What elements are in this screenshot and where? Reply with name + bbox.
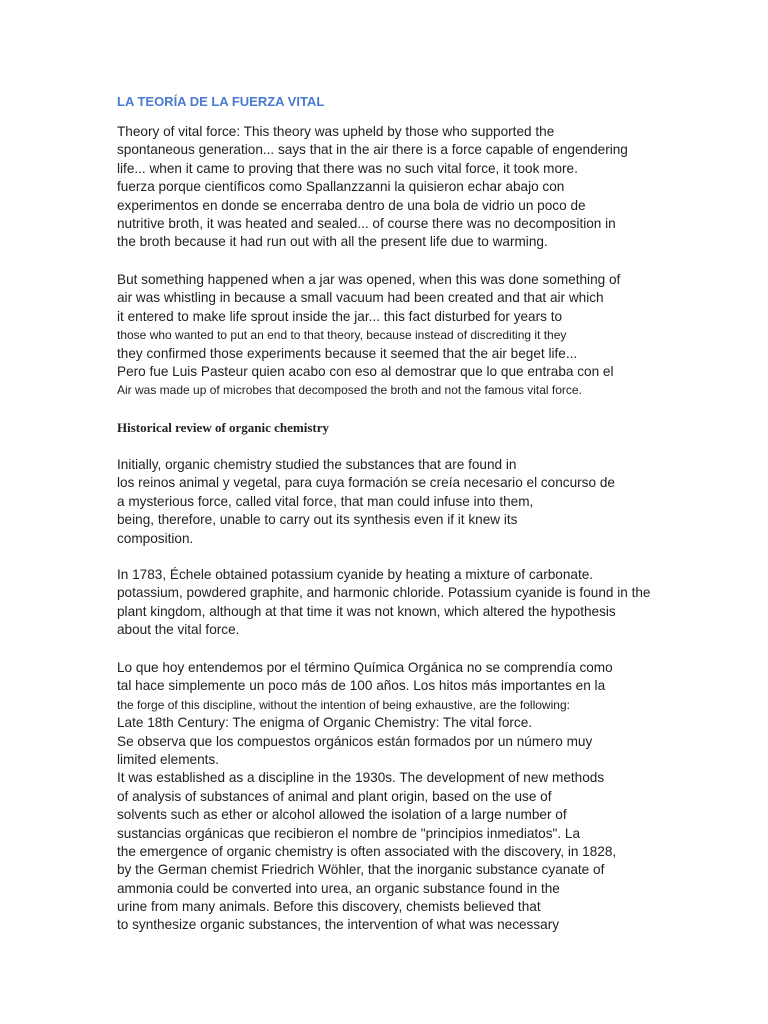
text-line: But something happened when a jar was opened, when this was done something of <box>117 272 621 287</box>
text-line: Lo que hoy entendemos por el término Química Orgánica no se comprendía como <box>117 660 613 675</box>
text-line: the broth because it had run out with all the present life due to warming. <box>117 234 548 250</box>
paragraph-jar-experiment <box>117 271 620 400</box>
text-line: Initially, organic chemistry studied the substances that are found in <box>117 457 517 472</box>
text-line: Pero fue Luis Pasteur quien acabo con eso al demostrar que lo que entraba con el <box>117 363 614 379</box>
text-line: to synthesize organic substances, the intervention of what was necessary <box>117 917 560 933</box>
text-line: los reinos animal y vegetal, para cuya formación se creía necesario el concurso de <box>117 475 615 491</box>
paragraph-organic-chemistry-intro <box>117 456 615 548</box>
text-line: those who wanted to put an end to that theory, because instead of discrediting it they <box>117 328 567 343</box>
text-line: potassium, powdered graphite, and harmonic chloride. Potassium cyanide is found in the <box>117 585 651 601</box>
paragraph-vital-force-theory <box>117 123 628 252</box>
document-title: LA TEORÍA DE LA FUERZA VITAL <box>117 94 325 109</box>
paragraph-potassium-cyanide <box>117 566 650 640</box>
text-line: a mysterious force, called vital force, that man could infuse into them, <box>117 493 534 509</box>
text-line: plant kingdom, although at that time it was not known, which altered the hypothesis <box>117 603 616 619</box>
text-line: It was established as a discipline in the 1930s. The development of new methods <box>117 770 605 786</box>
text-line: fuerza porque científicos como Spallanzzanni la quisieron echar abajo con <box>117 179 565 195</box>
text-line: experimentos en donde se encerraba dentro de una bola de vidrio un poco de <box>117 197 586 213</box>
text-line: Theory of vital force: This theory was upheld by those who supported the <box>117 124 555 139</box>
text-line: Se observa que los compuestos orgánicos están formados por un número muy <box>117 733 593 749</box>
text-line: In 1783, Échele obtained potassium cyanide by heating a mixture of carbonate. <box>117 567 594 582</box>
text-line: of analysis of substances of animal and plant origin, based on the use of <box>117 788 552 804</box>
text-line: tal hace simplemente un poco más de 100 años. Los hitos más importantes en la <box>117 678 606 694</box>
text-line: Air was made up of microbes that decomposed the broth and not the famous vital force. <box>117 383 582 398</box>
text-line: solvents such as ether or alcohol allowed the isolation of a large number of <box>117 807 567 823</box>
text-line: being, therefore, unable to carry out its synthesis even if it knew its <box>117 512 518 528</box>
text-line: by the German chemist Friedrich Wöhler, that the inorganic substance cyanate of <box>117 862 605 878</box>
text-line: about the vital force. <box>117 622 240 638</box>
text-line: the forge of this discipline, without the intention of being exhaustive, are the following: <box>117 697 570 712</box>
text-line: urine from many animals. Before this discovery, chemists believed that <box>117 899 541 915</box>
text-line: Late 18th Century: The enigma of Organic Chemistry: The vital force. <box>117 715 533 731</box>
text-line: composition. <box>117 530 194 546</box>
text-line: nutritive broth, it was heated and sealed... of course there was no decomposition in <box>117 215 616 231</box>
text-line: air was whistling in because a small vacuum had been created and that air which <box>117 290 604 306</box>
text-line: they confirmed those experiments because it seemed that the air beget life... <box>117 345 578 361</box>
text-line: life... when it came to proving that there was no such vital force, it took more. <box>117 160 578 176</box>
text-line: limited elements. <box>117 751 219 767</box>
text-line: ammonia could be converted into urea, an organic substance found in the <box>117 880 560 896</box>
text-line: the emergence of organic chemistry is often associated with the discovery, in 1828, <box>117 843 617 859</box>
text-line: sustancias orgánicas que recibieron el nombre de "principios inmediatos". La <box>117 825 581 841</box>
paragraph-milestones <box>117 659 616 935</box>
text-line: spontaneous generation... says that in the air there is a force capable of engendering <box>117 142 628 158</box>
text-line: it entered to make life sprout inside the jar... this fact disturbed for years to <box>117 308 563 324</box>
section-heading: Historical review of organic chemistry <box>117 420 330 435</box>
